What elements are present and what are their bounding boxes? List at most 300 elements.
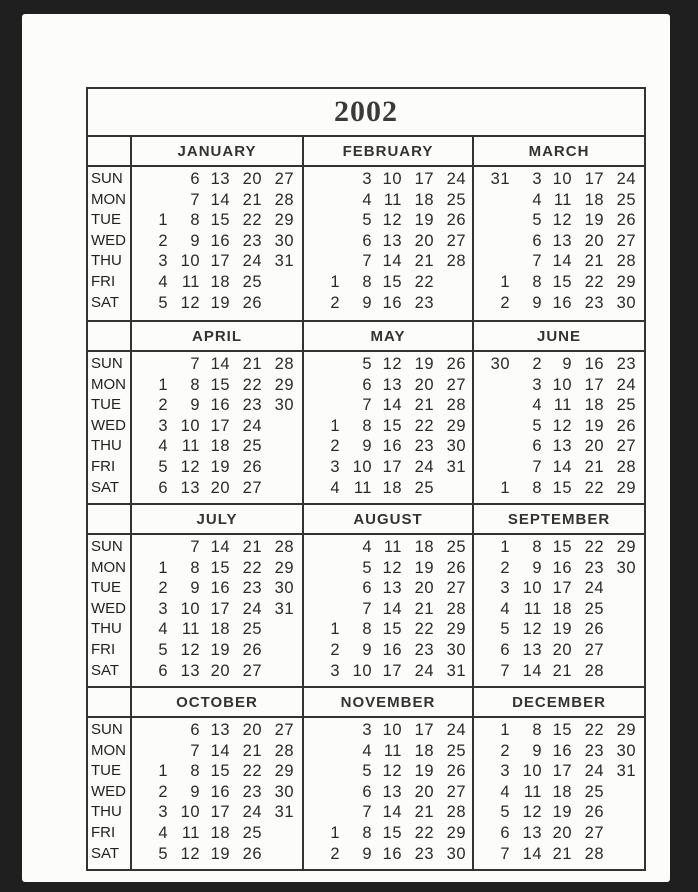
date-number: 19 [414, 558, 434, 577]
date-number: 25 [242, 824, 262, 842]
date-number: 31 [616, 762, 636, 781]
date-number: 23 [584, 293, 604, 312]
date-number: 7 [190, 741, 200, 760]
day-name-column [88, 505, 132, 686]
date-number: 7 [532, 458, 542, 476]
month-name: DECEMBER [474, 688, 644, 718]
date-number: 15 [210, 211, 230, 230]
date-number: 1 [158, 558, 168, 577]
calendar-frame [86, 87, 646, 871]
date-number: 22 [242, 762, 262, 781]
date-number: 17 [210, 252, 230, 271]
day-name: SAT [91, 661, 120, 679]
date-number: 3 [500, 579, 510, 598]
date-number: 14 [522, 661, 542, 680]
date-number: 11 [523, 599, 542, 618]
date-number: 16 [210, 231, 230, 250]
date-number: 12 [552, 416, 572, 435]
month-name: NOVEMBER [304, 688, 472, 718]
date-number: 7 [500, 661, 510, 680]
date-number: 9 [190, 579, 200, 598]
date-number: 21 [414, 803, 434, 822]
date-number: 26 [616, 211, 636, 230]
date-number: 17 [210, 416, 230, 435]
date-number: 15 [210, 762, 230, 781]
date-number: 8 [362, 273, 372, 291]
date-number: 30 [274, 231, 294, 250]
date-number: 21 [242, 190, 262, 209]
date-number: 7 [190, 355, 200, 373]
date-number: 5 [500, 620, 510, 639]
date-number: 29 [446, 416, 466, 435]
day-name-column [88, 688, 132, 869]
date-number: 24 [446, 170, 466, 188]
date-number: 26 [584, 620, 604, 639]
date-number: 9 [362, 437, 372, 456]
date-number: 8 [532, 538, 542, 556]
date-number: 20 [210, 661, 230, 680]
date-number: 15 [382, 273, 402, 291]
date-number: 2 [500, 293, 510, 312]
date-number: 16 [210, 396, 230, 415]
date-number: 21 [584, 252, 604, 271]
date-number: 30 [274, 782, 294, 801]
date-number: 4 [362, 190, 372, 209]
date-number: 24 [414, 661, 434, 680]
date-number: 6 [190, 721, 200, 739]
day-name: TUE [91, 579, 121, 597]
date-number: 3 [500, 762, 510, 781]
date-number: 1 [158, 762, 168, 781]
date-number: 20 [242, 721, 262, 739]
date-number: 14 [210, 741, 230, 760]
date-number: 6 [500, 641, 510, 659]
date-number: 2 [158, 782, 168, 801]
date-number: 31 [446, 458, 466, 476]
date-number: 24 [616, 170, 636, 188]
date-number: 26 [446, 355, 466, 373]
date-number: 11 [353, 478, 372, 497]
month-march [472, 137, 644, 320]
date-number: 25 [414, 478, 434, 497]
day-name: MON [91, 190, 126, 208]
date-number: 19 [414, 211, 434, 230]
date-number: 27 [446, 579, 466, 598]
date-number: 4 [500, 782, 510, 801]
day-name: WED [91, 782, 126, 800]
date-number: 15 [552, 538, 572, 556]
date-number: 1 [330, 824, 340, 842]
date-number: 11 [383, 190, 402, 209]
month-name: FEBRUARY [304, 137, 472, 167]
date-number: 13 [552, 437, 572, 456]
date-number: 9 [532, 741, 542, 760]
month-name: MAY [304, 322, 472, 352]
date-number: 3 [330, 661, 340, 680]
date-number: 26 [446, 558, 466, 577]
date-number: 19 [210, 293, 230, 312]
date-number: 3 [362, 721, 372, 739]
date-number: 1 [500, 478, 510, 497]
date-number: 17 [210, 599, 230, 618]
date-number: 3 [362, 170, 372, 188]
date-number: 30 [490, 355, 510, 373]
date-number: 21 [584, 458, 604, 476]
date-number: 28 [446, 252, 466, 271]
date-number: 29 [274, 558, 294, 577]
date-number: 31 [274, 252, 294, 271]
month-july [132, 505, 302, 686]
date-number: 31 [490, 170, 510, 188]
date-number: 27 [616, 437, 636, 456]
date-number: 23 [414, 641, 434, 659]
date-number: 17 [584, 170, 604, 188]
date-number: 20 [414, 782, 434, 801]
month-september [472, 505, 644, 686]
date-number: 19 [414, 355, 434, 373]
date-number: 24 [242, 803, 262, 822]
date-number: 13 [382, 579, 402, 598]
date-number: 17 [584, 375, 604, 394]
date-number: 14 [382, 599, 402, 618]
date-number: 15 [382, 824, 402, 842]
date-number: 5 [158, 641, 168, 659]
month-january [132, 137, 302, 320]
date-number: 8 [532, 478, 542, 497]
date-number: 29 [616, 478, 636, 497]
date-number: 29 [616, 721, 636, 739]
date-number: 29 [446, 620, 466, 639]
date-number: 30 [446, 641, 466, 659]
date-number: 22 [414, 824, 434, 842]
date-number: 25 [446, 741, 466, 760]
date-number: 10 [552, 375, 572, 394]
date-number: 28 [584, 844, 604, 863]
date-number: 5 [362, 211, 372, 230]
date-number: 17 [382, 661, 402, 680]
date-number: 11 [523, 782, 542, 801]
date-number: 27 [274, 721, 294, 739]
date-number: 22 [242, 211, 262, 230]
calendar-card [22, 14, 670, 882]
date-number: 26 [242, 641, 262, 659]
date-number: 29 [616, 273, 636, 291]
date-number: 1 [500, 273, 510, 291]
date-number: 24 [414, 458, 434, 476]
date-number: 29 [616, 538, 636, 556]
date-number: 12 [522, 620, 542, 639]
date-number: 30 [446, 844, 466, 863]
date-number: 6 [362, 375, 372, 394]
date-number: 24 [446, 721, 466, 739]
date-number: 25 [584, 599, 604, 618]
date-number: 16 [382, 844, 402, 863]
date-number: 25 [242, 620, 262, 639]
date-number: 6 [158, 661, 168, 680]
date-number: 5 [158, 293, 168, 312]
date-number: 2 [330, 437, 340, 456]
date-number: 24 [242, 599, 262, 618]
date-number: 18 [210, 620, 230, 639]
date-number: 3 [158, 803, 168, 822]
day-name: FRI [91, 824, 116, 841]
date-number: 14 [210, 355, 230, 373]
date-number: 14 [552, 458, 572, 476]
date-number: 22 [242, 558, 262, 577]
date-number: 19 [584, 211, 604, 230]
date-number: 15 [552, 273, 572, 291]
date-number: 21 [242, 355, 262, 373]
date-number: 7 [190, 190, 200, 209]
date-number: 18 [552, 599, 572, 618]
date-number: 30 [274, 579, 294, 598]
date-number: 8 [532, 273, 542, 291]
date-number: 6 [532, 231, 542, 250]
date-number: 27 [274, 170, 294, 188]
date-number: 21 [414, 396, 434, 415]
date-number: 19 [552, 620, 572, 639]
date-number: 22 [584, 538, 604, 556]
date-number: 12 [180, 641, 200, 659]
date-number: 13 [210, 721, 230, 739]
date-number: 16 [552, 741, 572, 760]
date-number: 8 [362, 824, 372, 842]
date-number: 3 [330, 458, 340, 476]
date-number: 13 [382, 231, 402, 250]
day-name: MON [91, 375, 126, 393]
date-number: 26 [242, 293, 262, 312]
date-number: 4 [330, 478, 340, 497]
date-number: 17 [414, 721, 434, 739]
date-number: 20 [552, 641, 572, 659]
day-name: THU [91, 803, 122, 821]
month-name: OCTOBER [132, 688, 302, 718]
date-number: 28 [274, 190, 294, 209]
date-number: 8 [190, 558, 200, 577]
date-number: 4 [362, 741, 372, 760]
date-number: 26 [446, 211, 466, 230]
date-number: 8 [362, 416, 372, 435]
date-number: 7 [500, 844, 510, 863]
date-number: 4 [500, 599, 510, 618]
date-number: 15 [382, 620, 402, 639]
month-june [472, 322, 644, 503]
month-name: SEPTEMBER [474, 505, 644, 535]
date-number: 16 [382, 437, 402, 456]
date-number: 18 [382, 478, 402, 497]
date-number: 14 [382, 252, 402, 271]
date-number: 2 [500, 558, 510, 577]
date-number: 15 [210, 375, 230, 394]
date-number: 12 [180, 458, 200, 476]
date-number: 23 [414, 293, 434, 312]
date-number: 7 [532, 252, 542, 271]
day-name-column [88, 137, 132, 320]
date-number: 19 [210, 458, 230, 476]
date-number: 5 [362, 762, 372, 781]
date-number: 17 [382, 458, 402, 476]
date-number: 25 [446, 538, 466, 556]
date-number: 20 [242, 170, 262, 188]
date-number: 7 [362, 252, 372, 271]
date-number: 16 [210, 579, 230, 598]
date-number: 23 [414, 437, 434, 456]
date-number: 12 [180, 293, 200, 312]
date-number: 14 [210, 538, 230, 556]
day-name: THU [91, 620, 122, 638]
date-number: 11 [181, 437, 200, 456]
month-name: APRIL [132, 322, 302, 352]
date-number: 18 [414, 190, 434, 209]
date-number: 18 [210, 824, 230, 842]
date-number: 20 [414, 375, 434, 394]
month-name: JULY [132, 505, 302, 535]
date-number: 16 [382, 293, 402, 312]
date-number: 2 [500, 741, 510, 760]
date-number: 14 [210, 190, 230, 209]
date-number: 21 [414, 599, 434, 618]
date-number: 22 [414, 416, 434, 435]
date-number: 16 [382, 641, 402, 659]
date-number: 18 [584, 396, 604, 415]
date-number: 23 [242, 231, 262, 250]
date-number: 17 [552, 579, 572, 598]
date-number: 10 [180, 599, 200, 618]
date-number: 24 [616, 375, 636, 394]
day-name: WED [91, 231, 126, 249]
date-number: 20 [552, 824, 572, 842]
date-number: 5 [532, 211, 542, 230]
month-august [302, 505, 472, 686]
date-number: 7 [362, 396, 372, 415]
date-number: 9 [190, 782, 200, 801]
date-number: 28 [274, 355, 294, 373]
date-number: 22 [584, 478, 604, 497]
day-name-column [88, 322, 132, 503]
date-number: 16 [552, 293, 572, 312]
date-number: 2 [532, 355, 542, 373]
date-number: 9 [362, 641, 372, 659]
day-name: SAT [91, 478, 120, 496]
date-number: 29 [274, 762, 294, 781]
date-number: 11 [181, 273, 200, 291]
date-number: 10 [352, 458, 372, 476]
date-number: 22 [414, 620, 434, 639]
date-number: 25 [616, 190, 636, 209]
quarter-block [88, 137, 644, 320]
date-number: 14 [382, 803, 402, 822]
date-number: 10 [552, 170, 572, 188]
date-number: 9 [532, 558, 542, 577]
date-number: 6 [158, 478, 168, 497]
date-number: 9 [362, 844, 372, 863]
month-name: MARCH [474, 137, 644, 167]
date-number: 10 [180, 252, 200, 271]
quarter-block [88, 503, 644, 686]
date-number: 17 [552, 762, 572, 781]
date-number: 3 [158, 599, 168, 618]
date-number: 21 [242, 538, 262, 556]
date-number: 28 [446, 803, 466, 822]
date-number: 3 [158, 252, 168, 271]
month-may [302, 322, 472, 503]
date-number: 31 [274, 599, 294, 618]
date-number: 4 [158, 437, 168, 456]
day-name: THU [91, 252, 122, 270]
date-number: 7 [362, 599, 372, 618]
date-number: 30 [446, 437, 466, 456]
day-name: WED [91, 599, 126, 617]
date-number: 10 [522, 762, 542, 781]
date-number: 6 [362, 782, 372, 801]
day-name: MON [91, 558, 126, 576]
date-number: 20 [414, 231, 434, 250]
date-number: 16 [584, 355, 604, 373]
date-number: 11 [181, 620, 200, 639]
day-name: WED [91, 416, 126, 434]
date-number: 30 [616, 558, 636, 577]
date-number: 21 [242, 741, 262, 760]
date-number: 19 [210, 641, 230, 659]
date-number: 22 [414, 273, 434, 291]
day-name: FRI [91, 458, 116, 475]
date-number: 2 [158, 231, 168, 250]
date-number: 28 [584, 661, 604, 680]
date-number: 19 [584, 416, 604, 435]
date-number: 10 [180, 416, 200, 435]
date-number: 4 [158, 824, 168, 842]
month-april [132, 322, 302, 503]
date-number: 9 [190, 231, 200, 250]
date-number: 26 [584, 803, 604, 822]
date-number: 10 [522, 579, 542, 598]
date-number: 24 [584, 579, 604, 598]
date-number: 25 [584, 782, 604, 801]
date-number: 12 [382, 355, 402, 373]
date-number: 27 [446, 231, 466, 250]
date-number: 27 [242, 661, 262, 680]
date-number: 16 [552, 558, 572, 577]
date-number: 2 [158, 579, 168, 598]
date-number: 27 [446, 782, 466, 801]
date-number: 1 [500, 538, 510, 556]
date-number: 1 [158, 211, 168, 230]
date-number: 1 [330, 273, 340, 291]
date-number: 13 [180, 478, 200, 497]
date-number: 3 [532, 170, 542, 188]
date-number: 11 [181, 824, 200, 842]
day-name: TUE [91, 396, 121, 414]
date-number: 11 [383, 538, 402, 556]
date-number: 2 [330, 293, 340, 312]
day-name: SUN [91, 538, 123, 555]
month-october [132, 688, 302, 869]
date-number: 15 [552, 721, 572, 739]
date-number: 16 [210, 782, 230, 801]
date-number: 26 [616, 416, 636, 435]
date-number: 28 [446, 396, 466, 415]
date-number: 10 [352, 661, 372, 680]
date-number: 20 [210, 478, 230, 497]
month-name: JUNE [474, 322, 644, 352]
day-name: FRI [91, 273, 116, 290]
date-number: 9 [532, 293, 542, 312]
date-number: 24 [242, 252, 262, 271]
date-number: 30 [616, 741, 636, 760]
date-number: 23 [242, 396, 262, 415]
date-number: 2 [158, 396, 168, 415]
date-number: 8 [362, 620, 372, 639]
